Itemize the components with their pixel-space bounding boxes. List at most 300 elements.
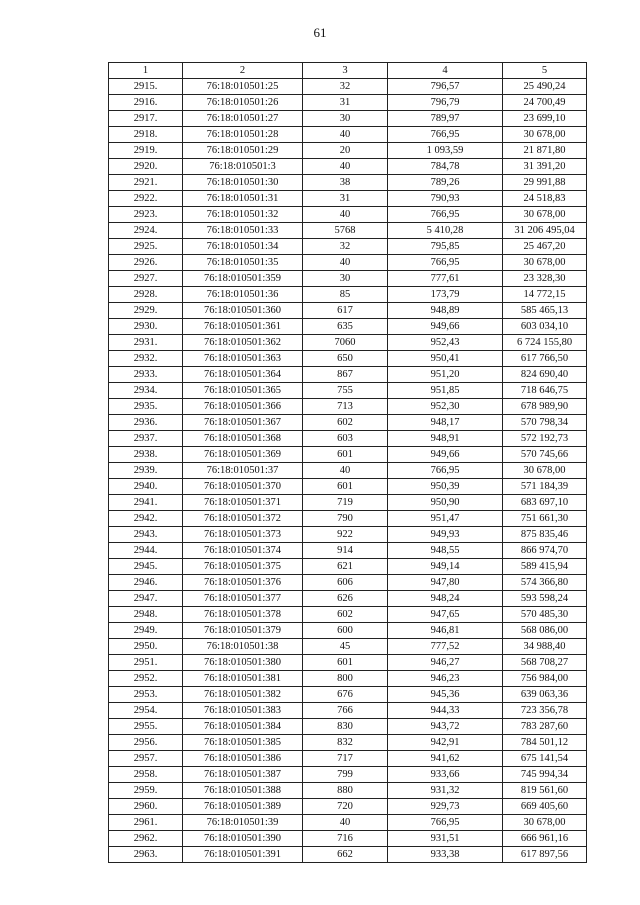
table-row [109,671,587,687]
area-cell: 720 [303,799,388,815]
area-cell: 5768 [303,223,388,239]
row-number-cell: 2937. [109,431,183,447]
area-cell: 40 [303,159,388,175]
cadastral-number-cell: 76:18:010501:373 [183,527,303,543]
area-cell: 7060 [303,335,388,351]
cadastral-number-cell: 76:18:010501:359 [183,271,303,287]
table-row [109,831,587,847]
table-row [109,191,587,207]
row-number-cell: 2928. [109,287,183,303]
value-cell: 30 678,00 [503,127,587,143]
row-number-cell: 2939. [109,463,183,479]
table-row [109,703,587,719]
value-cell: 585 465,13 [503,303,587,319]
cadastral-number-cell: 76:18:010501:365 [183,383,303,399]
cadastral-number-cell: 76:18:010501:374 [183,543,303,559]
row-number-cell: 2915. [109,79,183,95]
area-cell: 716 [303,831,388,847]
value-cell: 783 287,60 [503,719,587,735]
area-cell: 85 [303,287,388,303]
table-row [109,719,587,735]
cadastral-number-cell: 76:18:010501:377 [183,591,303,607]
row-number-cell: 2947. [109,591,183,607]
row-number-cell: 2936. [109,415,183,431]
area-cell: 621 [303,559,388,575]
cadastral-number-cell: 76:18:010501:376 [183,575,303,591]
cadastral-number-cell: 76:18:010501:386 [183,751,303,767]
table-row [109,271,587,287]
area-cell: 30 [303,271,388,287]
value-cell: 30 678,00 [503,255,587,271]
row-number-cell: 2930. [109,319,183,335]
cadastral-number-cell: 76:18:010501:3 [183,159,303,175]
column-header-2: 2 [183,63,303,79]
cadastral-number-cell: 76:18:010501:368 [183,431,303,447]
rate-cell: 949,14 [388,559,503,575]
area-cell: 650 [303,351,388,367]
value-cell: 675 141,54 [503,751,587,767]
cadastral-number-cell: 76:18:010501:371 [183,495,303,511]
rate-cell: 929,73 [388,799,503,815]
value-cell: 678 989,90 [503,399,587,415]
rate-cell: 948,17 [388,415,503,431]
area-cell: 601 [303,655,388,671]
row-number-cell: 2919. [109,143,183,159]
area-cell: 713 [303,399,388,415]
row-number-cell: 2931. [109,335,183,351]
cadastral-number-cell: 76:18:010501:361 [183,319,303,335]
row-number-cell: 2938. [109,447,183,463]
cadastral-number-cell: 76:18:010501:369 [183,447,303,463]
rate-cell: 931,51 [388,831,503,847]
rate-cell: 1 093,59 [388,143,503,159]
area-cell: 40 [303,207,388,223]
rate-cell: 947,65 [388,607,503,623]
cadastral-number-cell: 76:18:010501:31 [183,191,303,207]
cadastral-number-cell: 76:18:010501:36 [183,287,303,303]
cadastral-number-cell: 76:18:010501:370 [183,479,303,495]
value-cell: 24 518,83 [503,191,587,207]
rate-cell: 945,36 [388,687,503,703]
rate-cell: 951,47 [388,511,503,527]
cadastral-number-cell: 76:18:010501:28 [183,127,303,143]
rate-cell: 951,85 [388,383,503,399]
rate-cell: 946,23 [388,671,503,687]
rate-cell: 933,38 [388,847,503,863]
rate-cell: 933,66 [388,767,503,783]
cadastral-number-cell: 76:18:010501:33 [183,223,303,239]
row-number-cell: 2929. [109,303,183,319]
area-cell: 603 [303,431,388,447]
row-number-cell: 2960. [109,799,183,815]
table-row [109,255,587,271]
table-row [109,111,587,127]
cadastral-number-cell: 76:18:010501:362 [183,335,303,351]
area-cell: 719 [303,495,388,511]
table-row [109,607,587,623]
area-cell: 606 [303,575,388,591]
rate-cell: 952,43 [388,335,503,351]
area-cell: 601 [303,447,388,463]
table-row [109,127,587,143]
cadastral-number-cell: 76:18:010501:372 [183,511,303,527]
table-row [109,527,587,543]
cadastral-number-cell: 76:18:010501:387 [183,767,303,783]
area-cell: 601 [303,479,388,495]
row-number-cell: 2957. [109,751,183,767]
cadastral-number-cell: 76:18:010501:27 [183,111,303,127]
rate-cell: 949,66 [388,447,503,463]
row-number-cell: 2941. [109,495,183,511]
row-number-cell: 2961. [109,815,183,831]
cadastral-number-cell: 76:18:010501:360 [183,303,303,319]
area-cell: 45 [303,639,388,655]
row-number-cell: 2946. [109,575,183,591]
area-cell: 717 [303,751,388,767]
row-number-cell: 2918. [109,127,183,143]
table-body [109,79,587,863]
rate-cell: 789,97 [388,111,503,127]
row-number-cell: 2949. [109,623,183,639]
table-row [109,175,587,191]
table-row [109,495,587,511]
row-number-cell: 2951. [109,655,183,671]
value-cell: 617 766,50 [503,351,587,367]
value-cell: 34 988,40 [503,639,587,655]
area-cell: 31 [303,191,388,207]
cadastral-number-cell: 76:18:010501:39 [183,815,303,831]
table-row [109,447,587,463]
value-cell: 14 772,15 [503,287,587,303]
area-cell: 830 [303,719,388,735]
table-row [109,79,587,95]
rate-cell: 946,81 [388,623,503,639]
cadastral-number-cell: 76:18:010501:381 [183,671,303,687]
table-row [109,399,587,415]
row-number-cell: 2950. [109,639,183,655]
row-number-cell: 2942. [109,511,183,527]
table-row [109,223,587,239]
cadastral-number-cell: 76:18:010501:38 [183,639,303,655]
row-number-cell: 2945. [109,559,183,575]
value-cell: 25 490,24 [503,79,587,95]
row-number-cell: 2920. [109,159,183,175]
table-row [109,351,587,367]
row-number-cell: 2922. [109,191,183,207]
value-cell: 570 745,66 [503,447,587,463]
rate-cell: 766,95 [388,463,503,479]
header-row [109,63,587,79]
area-cell: 602 [303,607,388,623]
area-cell: 40 [303,463,388,479]
row-number-cell: 2927. [109,271,183,287]
row-number-cell: 2962. [109,831,183,847]
area-cell: 867 [303,367,388,383]
value-cell: 24 700,49 [503,95,587,111]
area-cell: 755 [303,383,388,399]
rate-cell: 947,80 [388,575,503,591]
table-row [109,463,587,479]
area-cell: 32 [303,239,388,255]
row-number-cell: 2926. [109,255,183,271]
rate-cell: 5 410,28 [388,223,503,239]
row-number-cell: 2952. [109,671,183,687]
value-cell: 756 984,00 [503,671,587,687]
table-row [109,207,587,223]
rate-cell: 948,24 [388,591,503,607]
table-row [109,783,587,799]
value-cell: 718 646,75 [503,383,587,399]
area-cell: 602 [303,415,388,431]
table-row [109,319,587,335]
value-cell: 21 871,80 [503,143,587,159]
value-cell: 875 835,46 [503,527,587,543]
rate-cell: 796,57 [388,79,503,95]
value-cell: 784 501,12 [503,735,587,751]
cadastral-number-cell: 76:18:010501:379 [183,623,303,639]
cadastral-number-cell: 76:18:010501:34 [183,239,303,255]
column-header-1: 1 [109,63,183,79]
value-cell: 23 699,10 [503,111,587,127]
cadastral-number-cell: 76:18:010501:383 [183,703,303,719]
table-row [109,415,587,431]
table-row [109,239,587,255]
area-cell: 790 [303,511,388,527]
area-cell: 914 [303,543,388,559]
cadastral-number-cell: 76:18:010501:364 [183,367,303,383]
row-number-cell: 2943. [109,527,183,543]
row-number-cell: 2935. [109,399,183,415]
value-cell: 866 974,70 [503,543,587,559]
rate-cell: 949,93 [388,527,503,543]
row-number-cell: 2963. [109,847,183,863]
area-cell: 676 [303,687,388,703]
rate-cell: 944,33 [388,703,503,719]
cadastral-number-cell: 76:18:010501:35 [183,255,303,271]
rate-cell: 949,66 [388,319,503,335]
data-table [108,62,587,863]
row-number-cell: 2933. [109,367,183,383]
value-cell: 824 690,40 [503,367,587,383]
table-row [109,431,587,447]
area-cell: 30 [303,111,388,127]
area-cell: 662 [303,847,388,863]
row-number-cell: 2921. [109,175,183,191]
value-cell: 751 661,30 [503,511,587,527]
table-row [109,639,587,655]
page-number: 61 [313,25,327,40]
table-row [109,735,587,751]
value-cell: 669 405,60 [503,799,587,815]
table-row [109,511,587,527]
table-row [109,847,587,863]
rate-cell: 952,30 [388,399,503,415]
column-header-5: 5 [503,63,587,79]
rate-cell: 943,72 [388,719,503,735]
table-row [109,799,587,815]
value-cell: 574 366,80 [503,575,587,591]
cadastral-number-cell: 76:18:010501:37 [183,463,303,479]
value-cell: 6 724 155,80 [503,335,587,351]
table-row [109,767,587,783]
row-number-cell: 2948. [109,607,183,623]
rate-cell: 946,27 [388,655,503,671]
row-number-cell: 2916. [109,95,183,111]
value-cell: 639 063,36 [503,687,587,703]
table-row [109,687,587,703]
column-header-4: 4 [388,63,503,79]
table-row [109,159,587,175]
value-cell: 745 994,34 [503,767,587,783]
rate-cell: 942,91 [388,735,503,751]
value-cell: 570 485,30 [503,607,587,623]
rate-cell: 948,55 [388,543,503,559]
table-row [109,559,587,575]
area-cell: 600 [303,623,388,639]
value-cell: 570 798,34 [503,415,587,431]
cadastral-number-cell: 76:18:010501:385 [183,735,303,751]
area-cell: 20 [303,143,388,159]
rate-cell: 795,85 [388,239,503,255]
value-cell: 31 391,20 [503,159,587,175]
table-row [109,655,587,671]
rate-cell: 766,95 [388,127,503,143]
row-number-cell: 2925. [109,239,183,255]
cadastral-number-cell: 76:18:010501:388 [183,783,303,799]
area-cell: 800 [303,671,388,687]
value-cell: 589 415,94 [503,559,587,575]
cadastral-number-cell: 76:18:010501:384 [183,719,303,735]
rate-cell: 766,95 [388,255,503,271]
column-header-3: 3 [303,63,388,79]
value-cell: 568 086,00 [503,623,587,639]
rate-cell: 777,61 [388,271,503,287]
table-row [109,543,587,559]
cadastral-number-cell: 76:18:010501:390 [183,831,303,847]
rate-cell: 784,78 [388,159,503,175]
rate-cell: 173,79 [388,287,503,303]
area-cell: 40 [303,127,388,143]
rate-cell: 796,79 [388,95,503,111]
rate-cell: 951,20 [388,367,503,383]
cadastral-number-cell: 76:18:010501:363 [183,351,303,367]
cadastral-number-cell: 76:18:010501:32 [183,207,303,223]
value-cell: 30 678,00 [503,463,587,479]
table-row [109,303,587,319]
row-number-cell: 2955. [109,719,183,735]
value-cell: 25 467,20 [503,239,587,255]
table-row [109,751,587,767]
value-cell: 819 561,60 [503,783,587,799]
rate-cell: 948,91 [388,431,503,447]
area-cell: 32 [303,79,388,95]
rate-cell: 790,93 [388,191,503,207]
row-number-cell: 2934. [109,383,183,399]
cadastral-number-cell: 76:18:010501:375 [183,559,303,575]
table-row [109,367,587,383]
area-cell: 832 [303,735,388,751]
row-number-cell: 2944. [109,543,183,559]
value-cell: 683 697,10 [503,495,587,511]
row-number-cell: 2924. [109,223,183,239]
rate-cell: 777,52 [388,639,503,655]
table-row [109,815,587,831]
area-cell: 799 [303,767,388,783]
row-number-cell: 2923. [109,207,183,223]
cadastral-number-cell: 76:18:010501:25 [183,79,303,95]
value-cell: 30 678,00 [503,207,587,223]
row-number-cell: 2953. [109,687,183,703]
rate-cell: 948,89 [388,303,503,319]
cadastral-number-cell: 76:18:010501:378 [183,607,303,623]
area-cell: 38 [303,175,388,191]
cadastral-number-cell: 76:18:010501:380 [183,655,303,671]
value-cell: 723 356,78 [503,703,587,719]
table-row [109,591,587,607]
table-row [109,287,587,303]
rate-cell: 789,26 [388,175,503,191]
area-cell: 922 [303,527,388,543]
area-cell: 617 [303,303,388,319]
row-number-cell: 2932. [109,351,183,367]
table-row [109,383,587,399]
rate-cell: 941,62 [388,751,503,767]
cadastral-number-cell: 76:18:010501:382 [183,687,303,703]
table-row [109,143,587,159]
value-cell: 572 192,73 [503,431,587,447]
value-cell: 568 708,27 [503,655,587,671]
area-cell: 31 [303,95,388,111]
rate-cell: 931,32 [388,783,503,799]
value-cell: 666 961,16 [503,831,587,847]
area-cell: 626 [303,591,388,607]
value-cell: 593 598,24 [503,591,587,607]
area-cell: 635 [303,319,388,335]
area-cell: 40 [303,815,388,831]
area-cell: 766 [303,703,388,719]
cadastral-number-cell: 76:18:010501:30 [183,175,303,191]
value-cell: 571 184,39 [503,479,587,495]
row-number-cell: 2959. [109,783,183,799]
value-cell: 23 328,30 [503,271,587,287]
value-cell: 617 897,56 [503,847,587,863]
row-number-cell: 2940. [109,479,183,495]
table-row [109,623,587,639]
area-cell: 880 [303,783,388,799]
table-row [109,575,587,591]
row-number-cell: 2917. [109,111,183,127]
cadastral-number-cell: 76:18:010501:366 [183,399,303,415]
cadastral-number-cell: 76:18:010501:389 [183,799,303,815]
rate-cell: 950,41 [388,351,503,367]
cadastral-number-cell: 76:18:010501:391 [183,847,303,863]
value-cell: 603 034,10 [503,319,587,335]
table-header [109,63,587,79]
row-number-cell: 2956. [109,735,183,751]
value-cell: 30 678,00 [503,815,587,831]
rate-cell: 950,90 [388,495,503,511]
table-row [109,335,587,351]
rate-cell: 950,39 [388,479,503,495]
table-row [109,95,587,111]
rate-cell: 766,95 [388,815,503,831]
row-number-cell: 2954. [109,703,183,719]
value-cell: 31 206 495,04 [503,223,587,239]
rate-cell: 766,95 [388,207,503,223]
cadastral-number-cell: 76:18:010501:29 [183,143,303,159]
value-cell: 29 991,88 [503,175,587,191]
area-cell: 40 [303,255,388,271]
